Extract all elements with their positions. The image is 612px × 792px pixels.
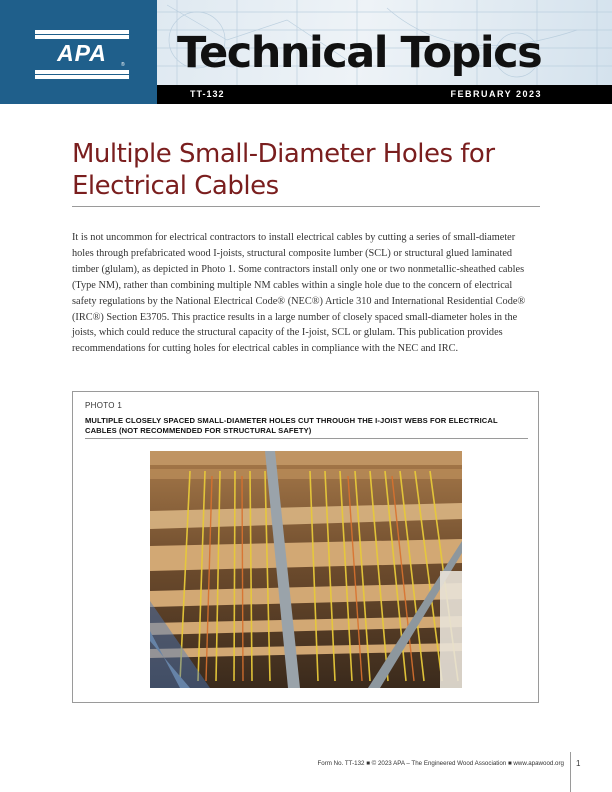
joist-photo-illustration: [150, 451, 462, 688]
logo-stripe: [35, 30, 129, 34]
article-title: Multiple Small-Diameter Holes for Electrical Cables: [72, 139, 495, 201]
page-number: 1: [576, 759, 581, 768]
joist-photo: [150, 451, 462, 688]
logo-stripe: [35, 75, 129, 79]
publication-date: FEBRUARY 2023: [450, 89, 542, 99]
photo-label: PHOTO 1: [85, 401, 123, 410]
footer-credits: Form No. TT-132 ■ © 2023 APA – The Engineered Wood Association ■ www.apawood.org: [317, 760, 564, 767]
logo-text: APA: [57, 40, 107, 66]
photo-caption: MULTIPLE CLOSELY SPACED SMALL-DIAMETER HOLES CUT THROUGH THE I-JOIST WEBS FOR ELECTRICAL CABLES (NOT RECOMMENDED FOR STRUCTURAL SAFETY): [85, 416, 498, 435]
publication-title: Technical Topics: [177, 28, 542, 78]
logo-registered-mark: ®: [121, 62, 125, 68]
caption-divider: [85, 438, 528, 439]
logo-stripe: [35, 35, 129, 39]
header-info-bar: [157, 85, 612, 104]
apa-logo: [0, 0, 157, 104]
logo-stripe: [35, 70, 129, 74]
footer-divider: [570, 752, 571, 792]
article-body: It is not uncommon for electrical contractors to install electrical cables by cutting a series of small-diameter holes through prefabricated wood I-joists, structural composite lumber (SCL) or structural glued laminated timber (glulam), as depicted in Photo 1. Some contractors install only one or two nonmetallic-sheathed cables (Type NM), rather than combining multiple NM cables within a single hole due to the concern of electrical safety regulations by the National Electrical Code® (NEC®) Article 310 and International Residential Code® (IRC®) Section E3705. This practice results in a large number of closely spaced small-diameter holes in the joists, which could reduce the structural capacity of the I-joist, SCL or glulam. This publication provides recommendations for cutting holes for electrical cables in compliance with the NEC and IRC.: [72, 232, 526, 355]
title-divider: [72, 206, 540, 207]
bulletin-number: TT-132: [190, 89, 225, 99]
